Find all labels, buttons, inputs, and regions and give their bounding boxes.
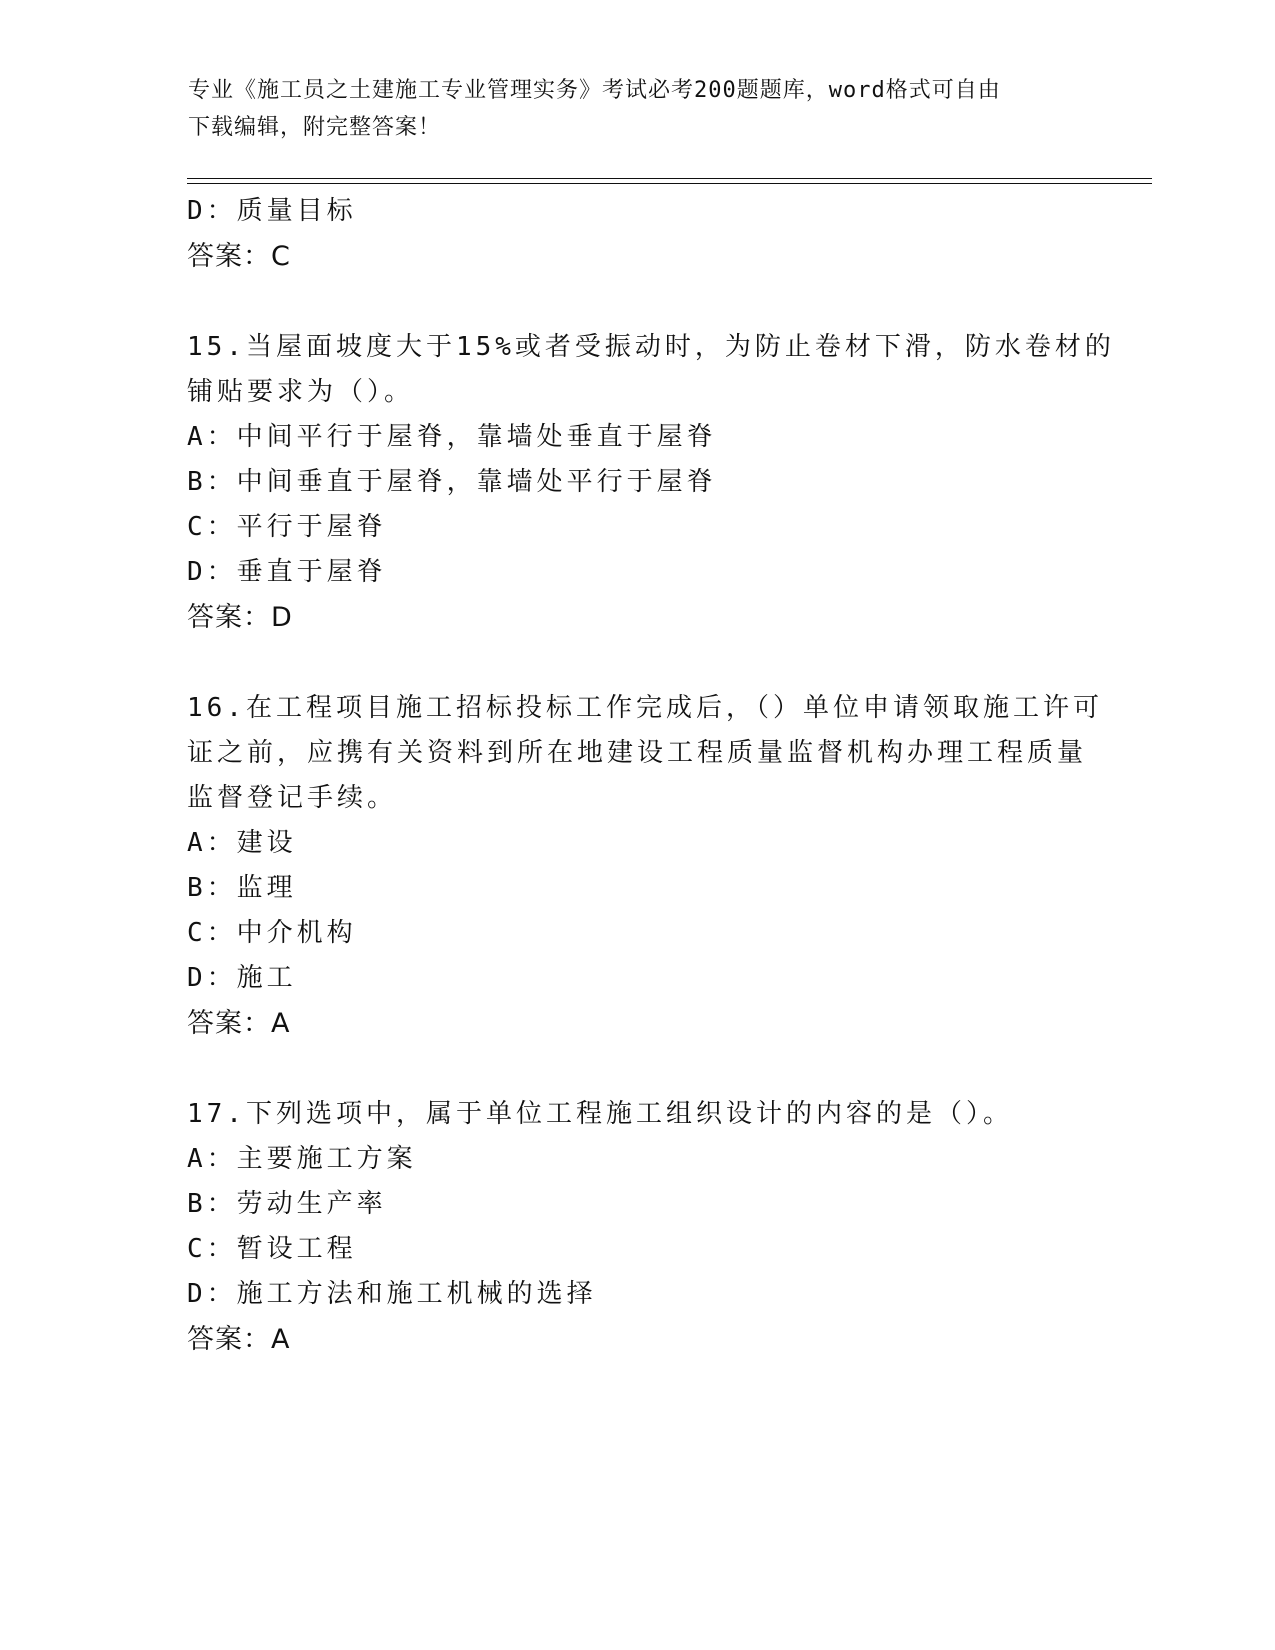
- option-a: A：建设: [187, 828, 297, 858]
- option-d: D：施工方法和施工机械的选择: [187, 1279, 597, 1309]
- header-divider-top: [187, 178, 1152, 179]
- option-c: C：暂设工程: [187, 1234, 357, 1264]
- option-c: C：平行于屋脊: [187, 512, 387, 542]
- document-body: [187, 188, 1115, 1363]
- option-b: B：监理: [187, 873, 297, 903]
- option-b: B：中间垂直于屋脊，靠墙处平行于屋脊: [187, 467, 717, 497]
- option-d: D：质量目标: [187, 196, 357, 226]
- question-17: [187, 1092, 1087, 1363]
- spacer: [187, 1047, 1087, 1092]
- question-15: [187, 325, 1115, 641]
- question-16: [187, 686, 1103, 1047]
- question-stem-line: 证之前，应携有关资料到所在地建设工程质量监督机构办理工程质量: [187, 738, 1088, 768]
- question-stem-line: 铺贴要求为（）。: [187, 377, 415, 407]
- spacer: [187, 641, 1087, 686]
- header-line-2: 下载编辑，附完整答案！: [188, 115, 442, 140]
- option-d: D：垂直于屋脊: [187, 557, 387, 587]
- header-divider-bottom: [187, 183, 1152, 184]
- previous-question-tail: [187, 188, 1087, 280]
- document-header: [188, 72, 1088, 146]
- option-d: D：施工: [187, 963, 297, 993]
- option-a: A：主要施工方案: [187, 1144, 417, 1174]
- option-a: A：中间平行于屋脊，靠墙处垂直于屋脊: [187, 422, 717, 452]
- answer-line: 答案：C: [187, 241, 291, 272]
- answer-line: 答案：D: [187, 602, 293, 633]
- question-stem-line: 16.在工程项目施工招标投标工作完成后，（）单位申请领取施工许可: [187, 693, 1103, 723]
- question-stem-line: 17.下列选项中，属于单位工程施工组织设计的内容的是（）。: [187, 1099, 1013, 1129]
- option-b: B：劳动生产率: [187, 1189, 387, 1219]
- option-c: C：中介机构: [187, 918, 357, 948]
- header-line-1: 专业《施工员之土建施工专业管理实务》考试必考200题题库，word格式可自由: [188, 78, 1001, 103]
- spacer: [187, 280, 1087, 325]
- answer-line: 答案：A: [187, 1324, 291, 1355]
- question-stem-line: 15.当屋面坡度大于15%或者受振动时，为防止卷材下滑，防水卷材的: [187, 332, 1115, 362]
- answer-line: 答案：A: [187, 1008, 291, 1039]
- question-stem-line: 监督登记手续。: [187, 783, 398, 813]
